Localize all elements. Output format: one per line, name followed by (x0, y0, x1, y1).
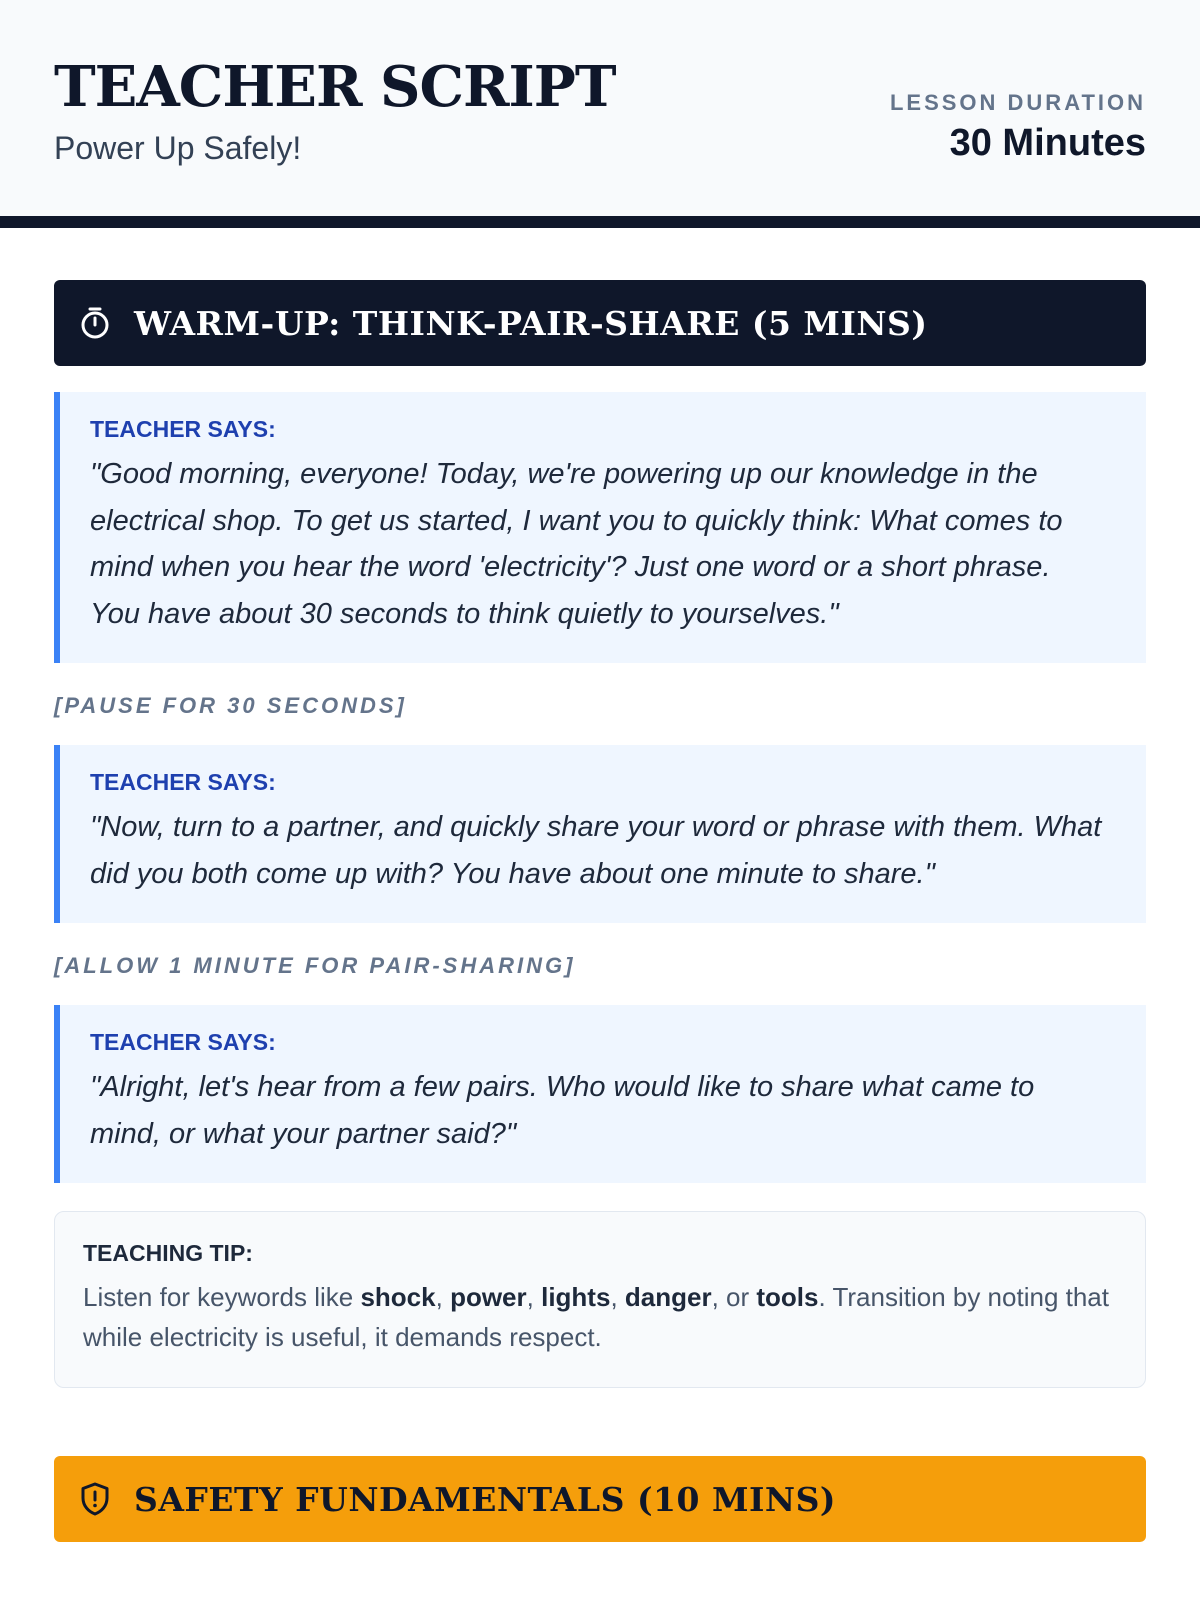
teacher-says-block (54, 392, 1146, 663)
script-content (0, 228, 1200, 1542)
duration-value: 30 Minutes (949, 122, 1146, 164)
tip-keyword: power (450, 1282, 527, 1312)
section-header-safety-fundamentals (54, 1456, 1146, 1542)
tip-outro: . Transition by noting that while electricity is useful, it demands respect. (83, 1282, 1109, 1352)
section-title: WARM-UP: THINK-PAIR-SHARE (5 MINS) (134, 303, 928, 343)
teacher-says-label: TEACHER SAYS: (90, 1029, 276, 1055)
teacher-says-block (54, 1005, 1146, 1183)
tip-separator: , (526, 1282, 542, 1312)
teaching-tip-text (83, 1277, 1117, 1357)
shield-alert-icon (78, 1482, 112, 1516)
lesson-duration (890, 90, 1146, 165)
stopwatch-icon (78, 306, 112, 340)
stage-direction: [PAUSE FOR 30 SECONDS] (54, 693, 407, 718)
teacher-says-block (54, 745, 1146, 923)
teacher-says-label: TEACHER SAYS: (90, 769, 276, 795)
tip-separator: , (435, 1282, 451, 1312)
tip-separator: , (610, 1282, 625, 1312)
teacher-says-text: "Now, turn to a partner, and quickly share your word or phrase with them. What did you both come up with? You have about one minute to share." (90, 811, 1102, 890)
section-header-warm-up (54, 280, 1146, 366)
teacher-says-text: "Alright, let's hear from a few pairs. Who would like to share what came to mind, or what your partner said?" (90, 1071, 1035, 1150)
tip-keyword: tools (756, 1282, 819, 1312)
teacher-says-label: TEACHER SAYS: (90, 416, 276, 442)
duration-label: LESSON DURATION (889, 90, 1146, 115)
section-title: SAFETY FUNDAMENTALS (10 MINS) (134, 1479, 837, 1519)
page-subtitle: Power Up Safely! (54, 130, 302, 166)
teacher-says-text: "Good morning, everyone! Today, we're powering up our knowledge in the electrical shop. To get us started, I want you to quickly think: What comes to mind when you hear the word 'electricity'? Just one word or a short phrase. You have about 30 seconds to think quietly to yourselves." (90, 458, 1063, 630)
tip-separator: , or (711, 1282, 757, 1312)
teaching-tip (54, 1211, 1146, 1388)
tip-keyword: lights (541, 1282, 611, 1312)
page-header (0, 0, 1200, 228)
tip-keyword: shock (360, 1282, 436, 1312)
teaching-tip-label: TEACHING TIP: (83, 1240, 253, 1266)
tip-intro: Listen for keywords like (83, 1282, 361, 1312)
page-title: TEACHER SCRIPT (54, 54, 616, 120)
stage-direction: [ALLOW 1 MINUTE FOR PAIR-SHARING] (54, 953, 576, 978)
tip-keyword: danger (624, 1282, 712, 1312)
